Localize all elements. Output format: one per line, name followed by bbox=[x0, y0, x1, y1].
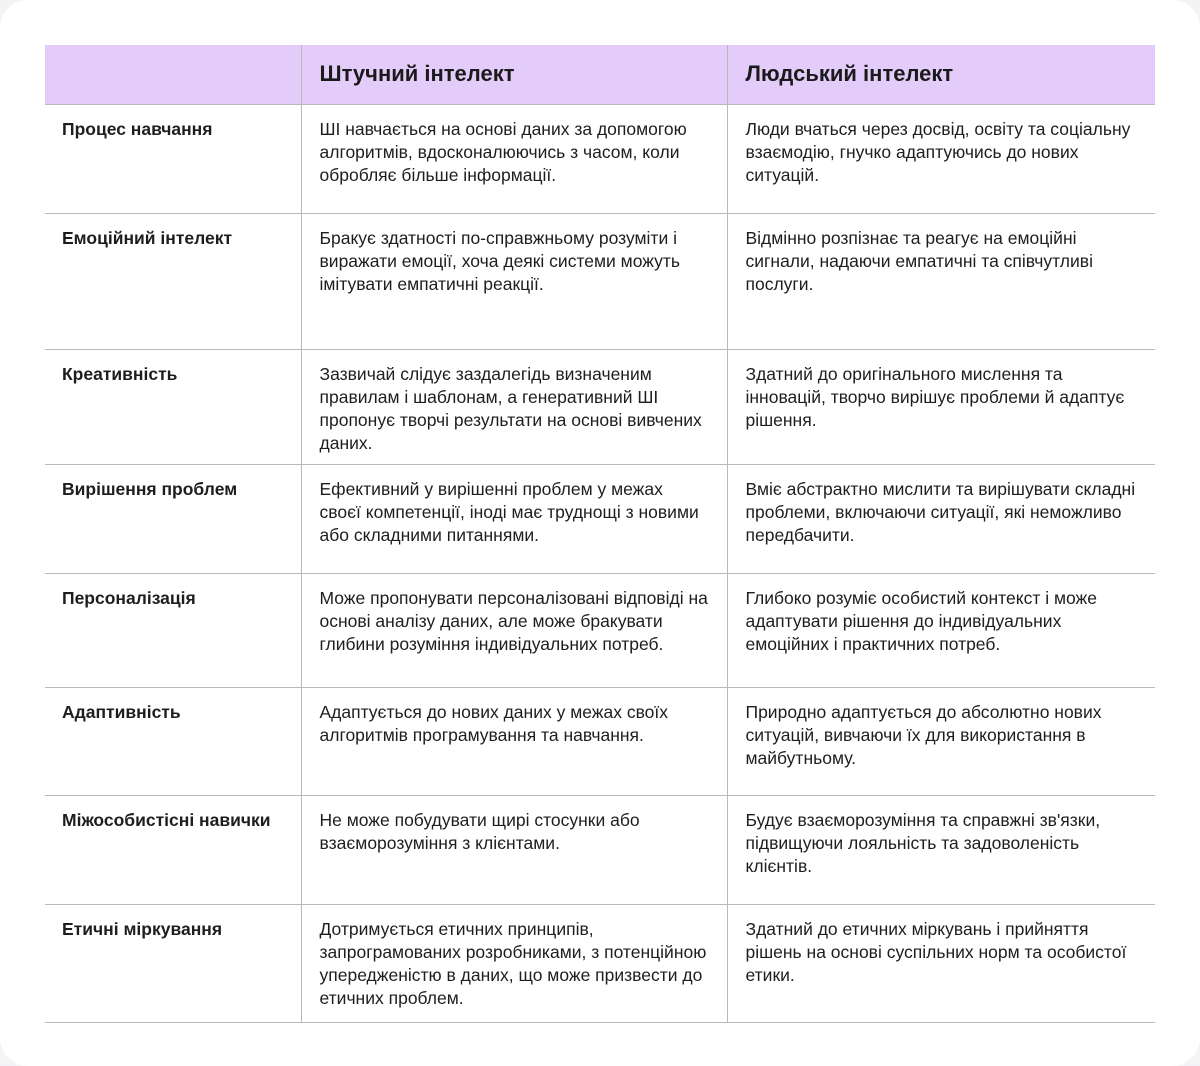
human-cell: Здатний до оригінального мислення та інновацій, творчо вирішує проблеми й адаптує рішення. bbox=[727, 349, 1155, 464]
header-ai: Штучний інтелект bbox=[301, 45, 727, 104]
table-row bbox=[45, 904, 1155, 1022]
table-row bbox=[45, 104, 1155, 213]
ai-cell: Ефективний у вирішенні проблем у межах своєї компетенції, іноді має труднощі з новими або складними питаннями. bbox=[301, 464, 727, 573]
ai-cell: Дотримується етичних принципів, запрограмованих розробниками, з потенційною упередженістю в даних, що може призвести до етичних проблем. bbox=[301, 904, 727, 1022]
human-cell: Люди вчаться через досвід, освіту та соціальну взаємодію, гнучко адаптуючись до нових ситуацій. bbox=[727, 104, 1155, 213]
criterion-cell: Емоційний інтелект bbox=[45, 213, 301, 349]
criterion-cell: Міжособистісні навички bbox=[45, 795, 301, 904]
table-row bbox=[45, 687, 1155, 795]
ai-cell: Бракує здатності по-справжньому розуміти і виражати емоції, хоча деякі системи можуть імітувати емпатичні реакції. bbox=[301, 213, 727, 349]
ai-cell: Адаптується до нових даних у межах своїх алгоритмів програмування та навчання. bbox=[301, 687, 727, 795]
ai-cell: Може пропонувати персоналізовані відповіді на основі аналізу даних, але може бракувати глибини розуміння індивідуальних потреб. bbox=[301, 573, 727, 687]
human-cell: Природно адаптується до абсолютно нових ситуацій, вивчаючи їх для використання в майбутньому. bbox=[727, 687, 1155, 795]
criterion-cell: Вирішення проблем bbox=[45, 464, 301, 573]
header-human: Людський інтелект bbox=[727, 45, 1155, 104]
human-cell: Глибоко розуміє особистий контекст і може адаптувати рішення до індивідуальних емоційних і практичних потреб. bbox=[727, 573, 1155, 687]
human-cell: Здатний до етичних міркувань і прийняття рішень на основі суспільних норм та особистої етики. bbox=[727, 904, 1155, 1022]
ai-cell: Не може побудувати щирі стосунки або взаєморозуміння з клієнтами. bbox=[301, 795, 727, 904]
criterion-cell: Процес навчання bbox=[45, 104, 301, 213]
criterion-cell: Креативність bbox=[45, 349, 301, 464]
header-empty-cell bbox=[45, 45, 301, 104]
human-cell: Будує взаєморозуміння та справжні зв'язки, підвищуючи лояльність та задоволеність клієнтів. bbox=[727, 795, 1155, 904]
ai-cell: ШІ навчається на основі даних за допомогою алгоритмів, вдосконалюючись з часом, коли обробляє більше інформації. bbox=[301, 104, 727, 213]
criterion-cell: Персоналізація bbox=[45, 573, 301, 687]
human-cell: Вміє абстрактно мислити та вирішувати складні проблеми, включаючи ситуації, які неможливо передбачити. bbox=[727, 464, 1155, 573]
table-header-row bbox=[45, 45, 1155, 104]
table-row bbox=[45, 349, 1155, 464]
human-cell: Відмінно розпізнає та реагує на емоційні сигнали, надаючи емпатичні та співчутливі послуги. bbox=[727, 213, 1155, 349]
criterion-cell: Адаптивність bbox=[45, 687, 301, 795]
comparison-table bbox=[45, 45, 1155, 1023]
criterion-cell: Етичні міркування bbox=[45, 904, 301, 1022]
table-row bbox=[45, 573, 1155, 687]
ai-cell: Зазвичай слідує заздалегідь визначеним правилам і шаблонам, а генеративний ШІ пропонує творчі результати на основі вивчених даних. bbox=[301, 349, 727, 464]
table-row bbox=[45, 795, 1155, 904]
table-row bbox=[45, 213, 1155, 349]
table-row bbox=[45, 464, 1155, 573]
